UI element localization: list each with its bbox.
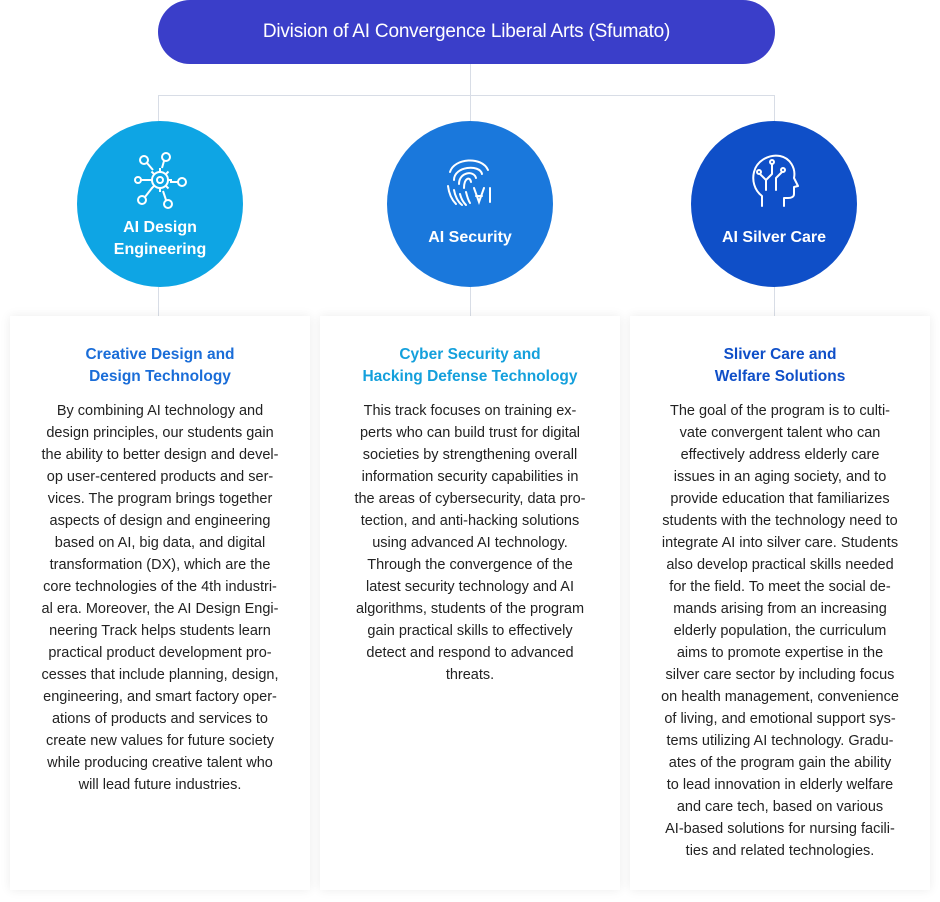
gear-network-icon (129, 149, 191, 211)
track-name: AI Silver Care (721, 229, 827, 246)
connector-header-down (470, 64, 471, 121)
card-title: Cyber Security and Hacking Defense Technology (362, 346, 578, 385)
card-description: This track focuses on training ex- perts who can build trust for digital societies by strengthening overall information security capabilities in the areas of cybersecurity, data pro- tection, and anti-hacking solutions using advanced AI technology. Through the convergence of the latest security technology and AI algorithms, students of the program gain practical skills to effectively detect and respond to advanced threats. (354, 403, 586, 683)
track-circle-ai-silver-care (691, 121, 857, 287)
track-circle-ai-security (387, 121, 553, 287)
track-name: AI Design Engineering (113, 219, 207, 258)
card-title: Sliver Care and Welfare Solutions (714, 346, 846, 385)
track-card-ai-design (10, 316, 310, 890)
connector-horizontal (158, 95, 775, 96)
head-circuit-icon (743, 149, 805, 211)
connector-circle3-card (774, 287, 775, 316)
track-name: AI Security (428, 229, 512, 246)
connector-circle2-card (470, 287, 471, 316)
track-card-ai-security (320, 316, 620, 890)
card-title: Creative Design and Design Technology (85, 346, 235, 385)
fingerprint-ai-icon (439, 149, 501, 211)
division-title: Division of AI Convergence Liberal Arts (Sfumato) (262, 21, 671, 42)
division-header (158, 0, 775, 64)
track-circle-ai-design (77, 121, 243, 287)
track-card-ai-silver-care (630, 316, 930, 890)
connector-circle1-card (158, 287, 159, 316)
card-description: By combining AI technology and design principles, our students gain the ability to better design and devel- op user-centered products and ser- vices. The program brings together aspects of design and engineering based on AI, big data, and digital transformation (DX), which are the core technologies of the 4th industri- al era. Moreover, the AI Design Engi- neering Track helps students learn practical product development pro- cesses that include planning, design, engineering, and smart factory oper- ations of products and services to create new values for future society while producing creative talent who will lead future industries. (41, 403, 279, 793)
card-description: The goal of the program is to culti- vate convergent talent who can effectively address elderly care issues in an aging society, and to provide education that familiarizes students with the technology need to integrate AI into silver care. Students also develop practical skills needed for the field. To meet the social de- mands arising from an increasing elderly population, the curriculum aims to promote expertise in the silver care sector by including focus on health management, convenience of living, and emotional support sys- tems utilizing AI technology. Gradu- ates of the program gain the ability to lead innovation in elderly welfare and care tech, based on various AI-based solutions for nursing facili- ties and related technologies. (661, 403, 899, 859)
